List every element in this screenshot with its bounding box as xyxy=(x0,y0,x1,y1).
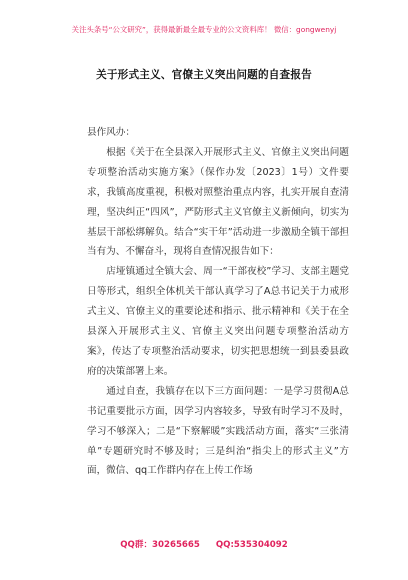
document-title: 关于形式主义、官僚主义突出问题的自查报告 xyxy=(96,69,312,81)
footer-qq: QQ:535304092 xyxy=(215,540,288,550)
footer-contact xyxy=(0,538,408,550)
paragraph-3: 通过自查，我镇存在以下三方面问题：一是学习贯彻A总书记重要批示方面，因学习内容较多，导致有时学习不及时，学习不够深入；二是“下察解暖”实践活动方面，落实“三张清单”专题研究时不够及时；三是纠治“指尖上的形式主义”方面，微信、qq工作群内存在上传工作场 xyxy=(87,385,349,477)
footer-qq-group: QQ群：30265665 xyxy=(120,540,200,550)
paragraph-1: 根据《关于在全县深入开展形式主义、官僚主义突出问题专项整治活动实施方案》（保作办发〔2023〕1号）文件要求，我镇高度重视，积极对照整治重点内容，扎实开展自查清理，坚决纠正“四风”，严防形式主义官僚主义新倾向，切实为基层干部松绑解负。结合“实干年”活动进一步激励全镇干部担当有为、不懈奋斗，现将自查情况报告如下： xyxy=(87,146,349,258)
header-promo-note: 关注头条号“公文研究”，获得最新最全最专业的公文资料库！ 微信：gongwenyj xyxy=(71,25,337,34)
document-body xyxy=(87,123,349,481)
salutation: 县作风办： xyxy=(87,127,135,138)
paragraph-2: 店垭镇通过全镇大会、周一“干部夜校”学习、支部主题党日等形式，组织全体机关干部认真学习了A总书记关于力戒形式主义、官僚主义的重要论述和指示、批示精神和《关于在全县深入开展形式主义、官僚主义突出问题专项整治活动方案》，传达了专项整治活动要求，切实把思想统一到县委县政府的决策部署上来。 xyxy=(87,266,349,377)
